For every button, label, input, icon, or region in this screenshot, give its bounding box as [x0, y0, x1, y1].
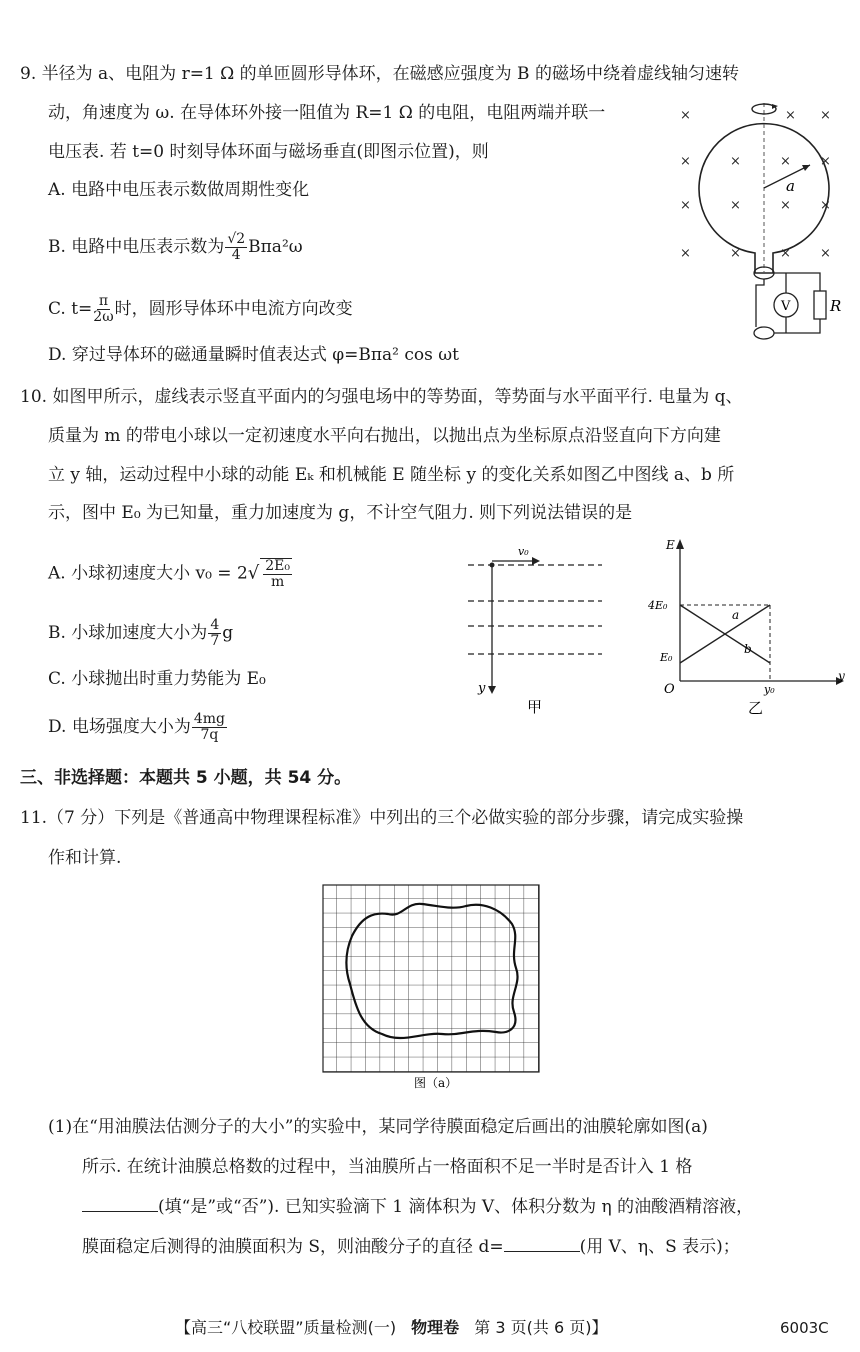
- rotation-arrowhead-icon: [772, 104, 778, 109]
- answer-blank[interactable]: [504, 1237, 580, 1252]
- q11-line2: 作和计算.: [48, 848, 122, 868]
- q9-option-a: A. 电路中电压表示数做周期性变化: [48, 180, 310, 200]
- figure-caption: 图（a）: [414, 1076, 458, 1090]
- field-mark: ×: [780, 246, 791, 261]
- footer-page: 第 3 页(共 6 页)】: [474, 1318, 608, 1337]
- q10-option-b-unit: g: [222, 623, 234, 643]
- radius-label: a: [786, 177, 795, 195]
- q10-option-b-text: B. 小球加速度大小为: [48, 623, 208, 643]
- fraction-denominator: 4: [231, 247, 241, 263]
- field-mark: ×: [730, 198, 741, 213]
- footer-title: 【高三“八校联盟”质量检测(一): [175, 1318, 397, 1337]
- slip-ring-bottom: [754, 327, 774, 339]
- origin-label: O: [664, 682, 675, 697]
- magnetic-field-marks: [680, 108, 831, 261]
- q10-option-d-fraction: [192, 712, 227, 743]
- q9-option-c-rest: 时，圆形导体环中电流方向改变: [114, 299, 353, 319]
- q9-option-b: [48, 232, 303, 263]
- q9-option-b-text: B. 电路中电压表示数为: [48, 237, 225, 257]
- q10-figure-b: [640, 535, 850, 720]
- line-b-label: b: [744, 642, 752, 656]
- page-footer: [175, 1316, 607, 1340]
- q11-part1-line2: 所示. 在统计油膜总格数的过程中，当油膜所占一格面积不足一半时是否计入 1 格: [82, 1157, 693, 1177]
- fraction-denominator: 7: [210, 633, 220, 649]
- field-mark: ×: [680, 198, 691, 213]
- resistor: [814, 291, 826, 319]
- figure-a-caption: 甲: [527, 698, 543, 716]
- q11-part1-line3-text: (填“是”或“否”). 已知实验滴下 1 滴体积为 V、体积分数为 η 的油酸酒精溶液，: [158, 1197, 754, 1217]
- field-mark: ×: [680, 154, 691, 169]
- voltmeter-label: V: [781, 299, 791, 314]
- q10-option-d: [48, 712, 228, 743]
- square-grid: [323, 885, 539, 1072]
- oil-film-figure: [322, 884, 540, 1092]
- e-axis-label: E: [666, 538, 675, 552]
- field-mark: ×: [820, 198, 831, 213]
- q11-line1: 11.（7 分）下列是《普通高中物理课程标准》中列出的三个必做实验的部分步骤，请完成实验操: [20, 808, 744, 828]
- launch-point: [490, 563, 495, 568]
- field-mark: ×: [780, 154, 791, 169]
- q9-option-b-expr: Bπa²ω: [248, 237, 303, 257]
- field-mark: ×: [730, 246, 741, 261]
- q10-option-b-fraction: [208, 618, 221, 649]
- footer-subject: 物理卷: [411, 1318, 460, 1337]
- field-mark: ×: [820, 154, 831, 169]
- q11-part1-line3: [82, 1195, 753, 1219]
- footer-code: 6003C: [780, 1319, 829, 1337]
- q9-option-d: D. 穿过导体环的磁通量瞬时值表达式 φ=Bπa² cos ωt: [48, 345, 459, 365]
- q9-option-c: [48, 294, 353, 325]
- tick-4e0: 4E₀: [648, 599, 668, 612]
- sqrt-icon: √: [247, 562, 260, 584]
- q9-option-b-fraction: [225, 232, 247, 263]
- fraction-numerator: √2: [227, 231, 246, 247]
- fraction-denominator: m: [271, 574, 285, 590]
- q9-option-c-fraction: [93, 294, 113, 325]
- y-axis-label: y: [478, 681, 486, 696]
- field-mark: ×: [680, 108, 691, 123]
- fraction-numerator: 4: [210, 617, 220, 633]
- q11-part1-line4: [82, 1235, 740, 1259]
- y-axis-arrow-icon: [488, 686, 496, 694]
- tick-e0: E₀: [660, 651, 673, 664]
- field-mark: ×: [680, 246, 691, 261]
- q11-part1-line4-rest: (用 V、η、S 表示)；: [579, 1237, 740, 1257]
- q10-line3: 立 y 轴，运动过程中小球的动能 Eₖ 和机械能 E 随坐标 y 的变化关系如图乙中图线 a、b 所: [48, 465, 735, 485]
- field-mark: ×: [785, 108, 796, 123]
- fraction-denominator: 7q: [200, 727, 219, 743]
- velocity-label: v₀: [518, 545, 529, 558]
- fraction-numerator: 2E₀: [265, 558, 291, 574]
- resistor-label: R: [830, 297, 842, 315]
- q10-line2: 质量为 m 的带电小球以一定初速度水平向右抛出，以抛出点为坐标原点沿竖直向下方向建: [48, 426, 721, 446]
- q10-option-c: C. 小球抛出时重力势能为 E₀: [48, 669, 266, 689]
- line-a-label: a: [732, 608, 740, 622]
- figure-b-caption: 乙: [748, 699, 764, 717]
- q10-line1: 10. 如图甲所示，虚线表示竖直平面内的匀强电场中的等势面，等势面与水平面平行. 电量为 q、: [20, 387, 743, 407]
- q10-option-d-text: D. 电场强度大小为: [48, 717, 191, 737]
- field-mark: ×: [820, 246, 831, 261]
- q9-line2: 动，角速度为 ω. 在导体环外接一阻值为 R=1 Ω 的电阻，电阻两端并联一: [48, 103, 606, 123]
- q9-ring-figure: [660, 95, 850, 367]
- q10-option-a: [48, 558, 293, 590]
- q9-line3: 电压表. 若 t=0 时刻导体环面与磁场垂直(即图示位置)，则: [48, 142, 489, 162]
- q10-line4: 示，图中 E₀ 为已知量，重力加速度为 g，不计空气阻力. 则下列说法错误的是: [48, 503, 633, 523]
- q10-figure-a: [462, 540, 612, 720]
- q11-part1-line1: (1)在“用油膜法估测分子的大小”的实验中，某同学待膜面稳定后画出的油膜轮廓如图(a): [48, 1117, 708, 1137]
- fraction-numerator: π: [98, 293, 109, 309]
- field-mark: ×: [820, 108, 831, 123]
- q10-option-a-text: A. 小球初速度大小 v₀ = 2: [48, 563, 248, 584]
- velocity-arrow-icon: [532, 557, 540, 565]
- e-axis-arrow-icon: [676, 539, 684, 549]
- lead-wire: [756, 279, 764, 327]
- answer-blank[interactable]: [82, 1197, 158, 1212]
- y-axis-label: y: [838, 669, 845, 683]
- section-heading: 三、非选择题：本题共 5 小题，共 54 分。: [20, 768, 352, 788]
- tick-y0: y₀: [764, 683, 775, 696]
- q9-line1: 9. 半径为 a、电阻为 r=1 Ω 的单匝圆形导体环，在磁感应强度为 B 的磁场中绕着虚线轴匀速转: [20, 64, 739, 84]
- field-mark: ×: [780, 198, 791, 213]
- q9-option-c-text: C. t=: [48, 299, 93, 319]
- fraction-denominator: 2ω: [93, 309, 114, 325]
- q10-option-b: [48, 618, 233, 649]
- fraction-numerator: 4mg: [193, 711, 225, 727]
- q11-part1-line4-text: 膜面稳定后测得的油膜面积为 S，则油酸分子的直径 d=: [82, 1237, 504, 1257]
- q10-option-a-fraction: [260, 558, 292, 590]
- field-mark: ×: [730, 154, 741, 169]
